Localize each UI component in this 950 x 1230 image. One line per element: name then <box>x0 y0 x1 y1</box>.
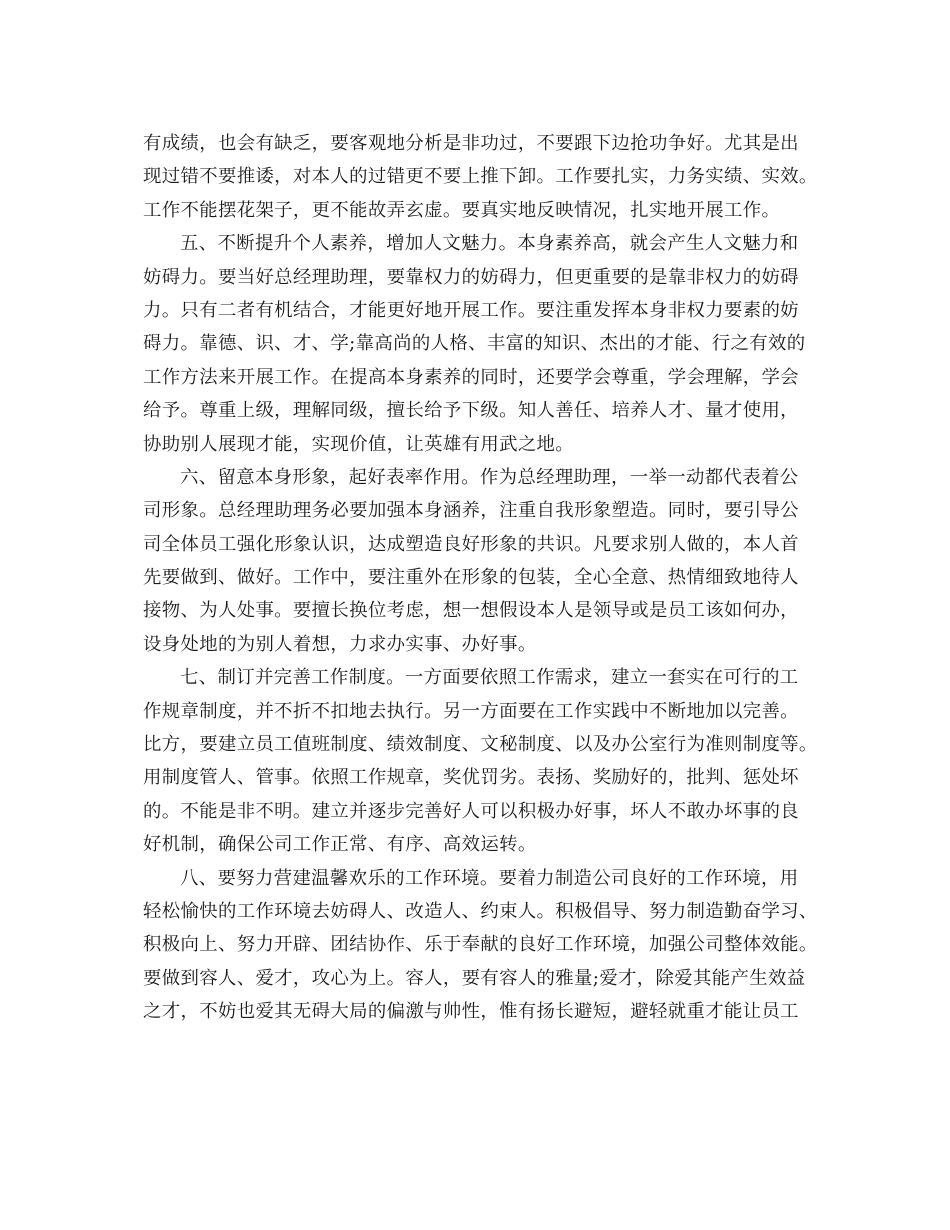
paragraph-start-line: 五、不断提升个人素养，增加人文魅力。本身素养高，就会产生人文魅力和 <box>180 233 799 255</box>
text-line: 要做到容人、爱才，攻心为上。容人，要有容人的雅量;爱才，除爱其能产生效益 <box>143 967 806 989</box>
text-line: 现过错不要推诿，对本人的过错更不要上推下卸。工作要扎实，力务实绩、实效。 <box>143 166 818 188</box>
text-line: 工作不能摆花架子，更不能故弄玄虚。要真实地反映情况，扎实地开展工作。 <box>143 199 781 221</box>
text-line: 力。只有二者有机结合，才能更好地开展工作。要注重发挥本身非权力要素的妨 <box>143 299 799 321</box>
paragraph-start-line: 七、制订并完善工作制度。一方面要依照工作需求，建立一套实在可行的工 <box>180 667 799 689</box>
body-text <box>143 127 818 1029</box>
text-line: 设身处地的为别人着想，力求办实事、办好事。 <box>143 633 537 655</box>
text-line: 司形象。总经理助理务必要加强本身涵养，注重自我形象塑造。同时，要引导公 <box>143 500 799 522</box>
text-line: 接物、为人处事。要擅长换位考虑，想一想假设本人是领导或是员工该如何办， <box>143 600 799 622</box>
text-line: 之才，不妨也爱其无碍大局的偏激与帅性，惟有扬长避短，避轻就重才能让员工 <box>143 1001 799 1023</box>
text-line: 用制度管人、管事。依照工作规章，奖优罚劣。表扬、奖励好的，批判、惩处坏 <box>143 767 799 789</box>
text-line: 轻松愉快的工作环境去妨碍人、改造人、约束人。积极倡导、努力制造勤奋学习、 <box>143 900 818 922</box>
text-line: 协助别人展现才能，实现价值，让英雄有用武之地。 <box>143 433 575 455</box>
text-line: 司全体员工强化形象认识，达成塑造良好形象的共识。凡要求别人做的，本人首 <box>143 533 799 555</box>
paragraph-start-line: 八、要努力营建温馨欢乐的工作环境。要着力制造公司良好的工作环境，用 <box>180 867 799 889</box>
text-line: 比方，要建立员工值班制度、绩效制度、文秘制度、以及办公室行为准则制度等。 <box>143 734 818 756</box>
paragraph-start-line: 六、留意本身形象，起好表率作用。作为总经理助理，一举一动都代表着公 <box>180 466 799 488</box>
text-line: 给予。尊重上级，理解同级，擅长给予下级。知人善任、培养人才、量才使用， <box>143 400 799 422</box>
text-line: 好机制，确保公司工作正常、有序、高效运转。 <box>143 834 537 856</box>
text-line: 积极向上、努力开辟、团结协作、乐于奉献的良好工作环境，加强公司整体效能。 <box>143 934 818 956</box>
text-line: 作规章制度，并不折不扣地去执行。另一方面要在工作实践中不断地加以完善。 <box>143 700 799 722</box>
text-line: 的。不能是非不明。建立并逐步完善好人可以积极办好事，坏人不敢办坏事的良 <box>143 800 799 822</box>
text-line: 碍力。靠德、识、才、学;靠高尚的人格、丰富的知识、杰出的才能、行之有效的 <box>143 333 806 355</box>
text-line: 工作方法来开展工作。在提高本身素养的同时，还要学会尊重，学会理解，学会 <box>143 366 799 388</box>
text-line: 有成绩，也会有缺乏，要客观地分析是非功过，不要跟下边抢功争好。尤其是出 <box>143 133 799 154</box>
text-line: 先要做到、做好。工作中，要注重外在形象的包装，全心全意、热情细致地待人 <box>143 567 799 589</box>
text-line: 妨碍力。要当好总经理助理，要靠权力的妨碍力，但更重要的是靠非权力的妨碍 <box>143 266 799 288</box>
